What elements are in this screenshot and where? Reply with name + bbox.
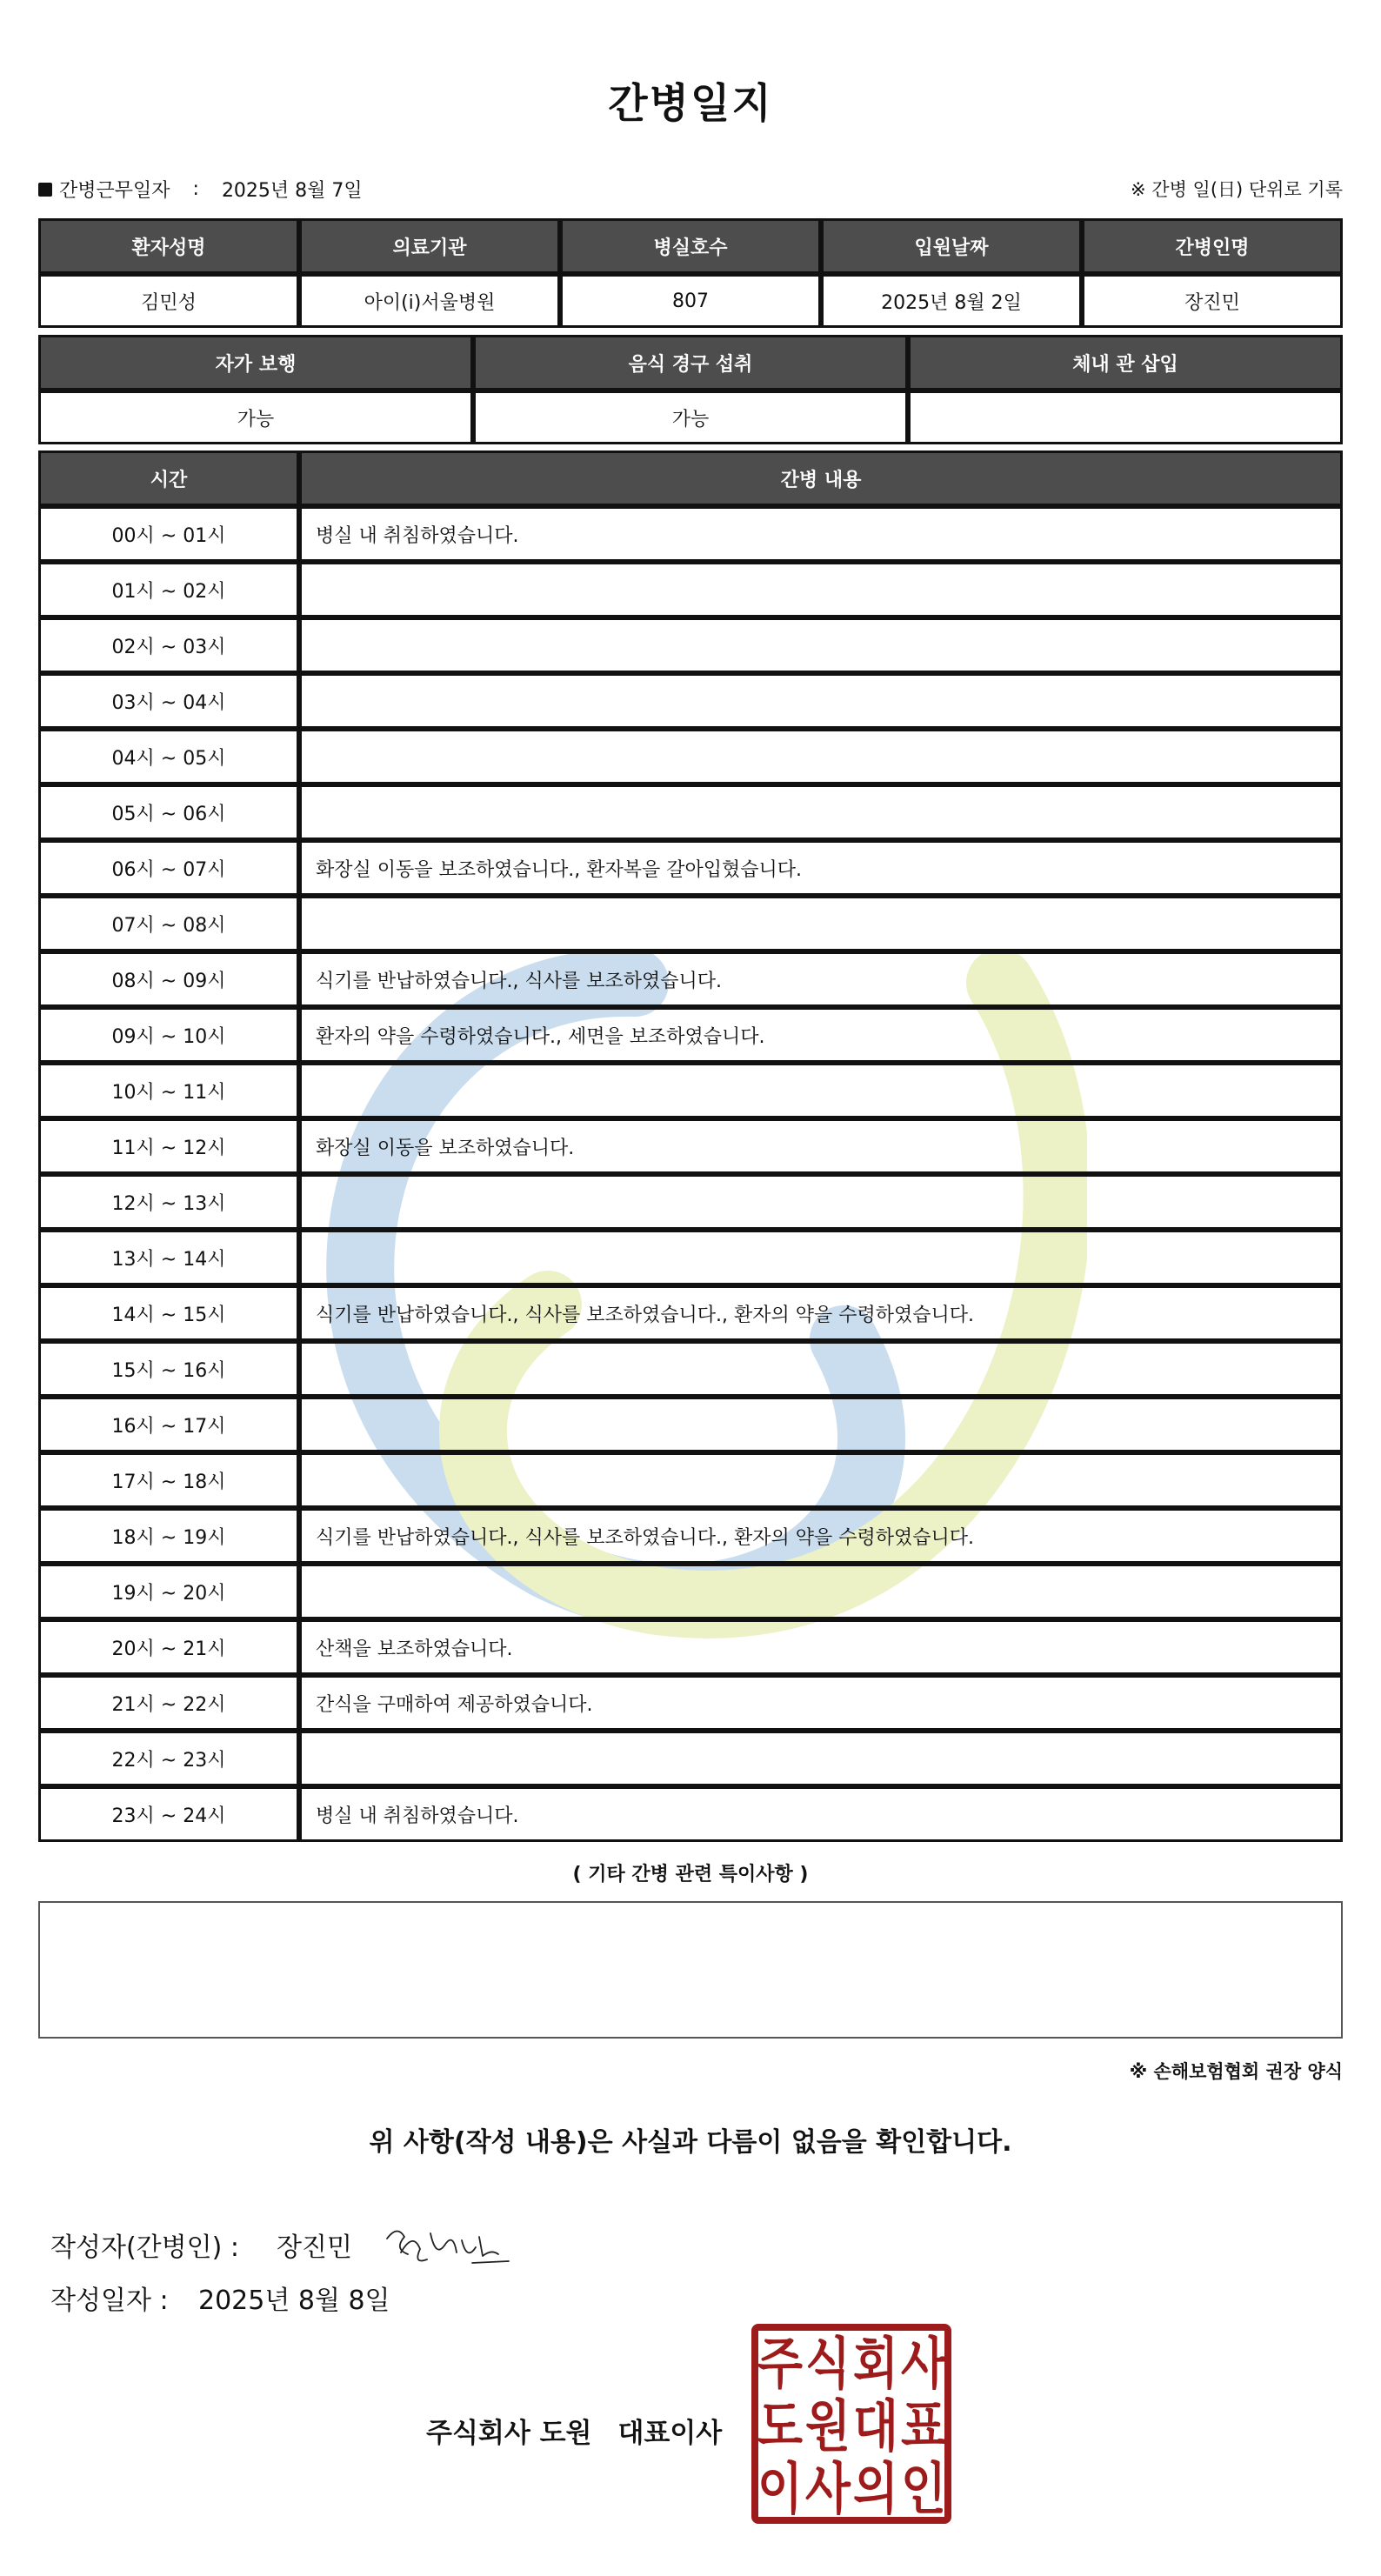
log-content: 병실 내 취침하였습니다. bbox=[299, 506, 1343, 562]
log-content bbox=[299, 1452, 1343, 1508]
log-row bbox=[38, 1063, 1343, 1118]
ability-value-row bbox=[38, 390, 1343, 444]
log-row bbox=[38, 1508, 1343, 1564]
admission-date: 2025년 8월 2일 bbox=[821, 274, 1082, 328]
header-self-walking: 자가 보행 bbox=[38, 335, 473, 390]
patient-info-value-row bbox=[38, 274, 1343, 328]
header-oral-intake: 음식 경구 섭취 bbox=[473, 335, 908, 390]
log-content bbox=[299, 1341, 1343, 1397]
log-row bbox=[38, 1285, 1343, 1341]
log-time: 04시 ~ 05시 bbox=[38, 729, 299, 784]
header-tube-insertion: 체내 관 삽입 bbox=[908, 335, 1343, 390]
log-content: 환자의 약을 수령하였습니다., 세면을 보조하였습니다. bbox=[299, 1007, 1343, 1063]
self-walking-value: 가능 bbox=[38, 390, 473, 444]
log-row bbox=[38, 1675, 1343, 1731]
company-rep: 대표이사 bbox=[617, 2418, 723, 2449]
log-time: 05시 ~ 06시 bbox=[38, 784, 299, 840]
header-care-content: 간병 내용 bbox=[299, 450, 1343, 506]
log-content: 화장실 이동을 보조하였습니다. bbox=[299, 1118, 1343, 1174]
confirm-statement: 위 사항(작성 내용)은 사실과 다름이 없음을 확인합니다. bbox=[369, 2127, 1012, 2158]
log-row bbox=[38, 673, 1343, 729]
seal-char: 회 bbox=[853, 2332, 898, 2397]
header-time: 시간 bbox=[38, 450, 299, 506]
log-row bbox=[38, 840, 1343, 896]
log-time: 18시 ~ 19시 bbox=[38, 1508, 299, 1564]
seal-char: 식 bbox=[805, 2332, 851, 2397]
work-date-separator: : bbox=[192, 178, 199, 200]
log-time: 15시 ~ 16시 bbox=[38, 1341, 299, 1397]
log-time: 22시 ~ 23시 bbox=[38, 1731, 299, 1786]
seal-char: 표 bbox=[901, 2395, 947, 2459]
log-content bbox=[299, 1174, 1343, 1230]
unit-note: ※ 간병 일(日) 단위로 기록 bbox=[1131, 179, 1343, 200]
log-time: 01시 ~ 02시 bbox=[38, 562, 299, 617]
seal-char: 인 bbox=[901, 2458, 946, 2522]
log-content bbox=[299, 617, 1343, 673]
seal-char: 사 bbox=[901, 2332, 947, 2397]
log-row bbox=[38, 784, 1343, 840]
patient-info-header-row bbox=[38, 218, 1343, 274]
signature-image bbox=[378, 2214, 526, 2275]
log-time: 10시 ~ 11시 bbox=[38, 1063, 299, 1118]
work-date-label: 간병근무일자 bbox=[59, 180, 170, 202]
log-row bbox=[38, 1564, 1343, 1619]
log-time: 20시 ~ 21시 bbox=[38, 1619, 299, 1675]
log-content bbox=[299, 784, 1343, 840]
seal-char: 의 bbox=[853, 2458, 898, 2522]
ability-header-row bbox=[38, 335, 1343, 390]
recommend-note: ※ 손해보험협회 권장 양식 bbox=[1129, 2061, 1343, 2082]
log-row bbox=[38, 1341, 1343, 1397]
notes-box bbox=[38, 1901, 1343, 2039]
log-content bbox=[299, 1731, 1343, 1786]
hospital-name: 아이(i)서울병원 bbox=[299, 274, 560, 328]
room-number: 807 bbox=[560, 274, 821, 328]
log-row bbox=[38, 951, 1343, 1007]
header-patient-name: 환자성명 bbox=[38, 218, 299, 274]
patient-ability-table bbox=[38, 335, 1343, 444]
log-content bbox=[299, 562, 1343, 617]
seal-char: 대 bbox=[853, 2395, 898, 2459]
log-row bbox=[38, 729, 1343, 784]
log-time: 07시 ~ 08시 bbox=[38, 896, 299, 951]
log-time: 16시 ~ 17시 bbox=[38, 1397, 299, 1452]
header-room-number: 병실호수 bbox=[560, 218, 821, 274]
oral-intake-value: 가능 bbox=[473, 390, 908, 444]
header-caregiver-name: 간병인명 bbox=[1082, 218, 1343, 274]
log-content bbox=[299, 729, 1343, 784]
log-content: 간식을 구매하여 제공하였습니다. bbox=[299, 1675, 1343, 1731]
work-date-value: 2025년 8월 7일 bbox=[221, 180, 363, 202]
seal-char: 이 bbox=[757, 2458, 803, 2522]
log-content bbox=[299, 673, 1343, 729]
seal-char: 원 bbox=[805, 2395, 851, 2459]
log-row bbox=[38, 1619, 1343, 1675]
log-row bbox=[38, 506, 1343, 562]
written-date-value: 2025년 8월 8일 bbox=[198, 2286, 390, 2316]
log-content bbox=[299, 1564, 1343, 1619]
seal-char: 사 bbox=[805, 2458, 851, 2522]
log-time: 14시 ~ 15시 bbox=[38, 1285, 299, 1341]
tube-insertion-value bbox=[908, 390, 1343, 444]
patient-name: 김민성 bbox=[38, 274, 299, 328]
writer-row bbox=[50, 2214, 526, 2275]
log-row bbox=[38, 1452, 1343, 1508]
work-date bbox=[38, 176, 363, 203]
meta-row bbox=[38, 176, 1343, 205]
company-seal bbox=[751, 2324, 951, 2524]
header-admission-date: 입원날짜 bbox=[821, 218, 1082, 274]
log-content bbox=[299, 1063, 1343, 1118]
log-row bbox=[38, 1230, 1343, 1285]
seal-char: 도 bbox=[757, 2395, 804, 2459]
log-row bbox=[38, 1118, 1343, 1174]
log-time: 13시 ~ 14시 bbox=[38, 1230, 299, 1285]
writer-label: 작성자(간병인) : bbox=[50, 2232, 239, 2263]
log-row bbox=[38, 617, 1343, 673]
writer-name: 장진민 bbox=[277, 2232, 352, 2263]
company-name: 주식회사 도원 bbox=[426, 2418, 592, 2449]
caregiver-name: 장진민 bbox=[1082, 274, 1343, 328]
log-time: 21시 ~ 22시 bbox=[38, 1675, 299, 1731]
log-time: 11시 ~ 12시 bbox=[38, 1118, 299, 1174]
log-time: 03시 ~ 04시 bbox=[38, 673, 299, 729]
log-content bbox=[299, 1397, 1343, 1452]
notes-title: ( 기타 간병 관련 특이사항 ) bbox=[572, 1864, 809, 1885]
patient-info-table bbox=[38, 218, 1343, 328]
care-log-table bbox=[38, 450, 1343, 1842]
log-time: 00시 ~ 01시 bbox=[38, 506, 299, 562]
log-time: 09시 ~ 10시 bbox=[38, 1007, 299, 1063]
log-row bbox=[38, 1007, 1343, 1063]
log-content: 화장실 이동을 보조하였습니다., 환자복을 갈아입혔습니다. bbox=[299, 840, 1343, 896]
log-content: 식기를 반납하였습니다., 식사를 보조하였습니다., 환자의 약을 수령하였습니다. bbox=[299, 1285, 1343, 1341]
log-row bbox=[38, 1731, 1343, 1786]
written-date-label: 작성일자 : bbox=[50, 2286, 169, 2316]
header-hospital: 의료기관 bbox=[299, 218, 560, 274]
log-content bbox=[299, 896, 1343, 951]
square-bullet-icon bbox=[38, 183, 52, 197]
log-content: 식기를 반납하였습니다., 식사를 보조하였습니다. bbox=[299, 951, 1343, 1007]
seal-char: 주 bbox=[757, 2332, 804, 2397]
log-row bbox=[38, 1174, 1343, 1230]
log-time: 06시 ~ 07시 bbox=[38, 840, 299, 896]
log-time: 12시 ~ 13시 bbox=[38, 1174, 299, 1230]
log-content: 병실 내 취침하였습니다. bbox=[299, 1786, 1343, 1842]
company-signature bbox=[426, 2411, 722, 2450]
log-content: 식기를 반납하였습니다., 식사를 보조하였습니다., 환자의 약을 수령하였습니다. bbox=[299, 1508, 1343, 1564]
log-row bbox=[38, 562, 1343, 617]
log-content: 산책을 보조하였습니다. bbox=[299, 1619, 1343, 1675]
care-log-header-row bbox=[38, 450, 1343, 506]
log-time: 19시 ~ 20시 bbox=[38, 1564, 299, 1619]
log-time: 02시 ~ 03시 bbox=[38, 617, 299, 673]
log-row bbox=[38, 896, 1343, 951]
care-log-body bbox=[38, 506, 1343, 1842]
page-title: 간병일지 bbox=[608, 80, 773, 128]
log-row bbox=[38, 1786, 1343, 1842]
log-content bbox=[299, 1230, 1343, 1285]
log-time: 23시 ~ 24시 bbox=[38, 1786, 299, 1842]
log-time: 08시 ~ 09시 bbox=[38, 951, 299, 1007]
log-time: 17시 ~ 18시 bbox=[38, 1452, 299, 1508]
log-row bbox=[38, 1397, 1343, 1452]
written-date-row bbox=[50, 2279, 390, 2317]
